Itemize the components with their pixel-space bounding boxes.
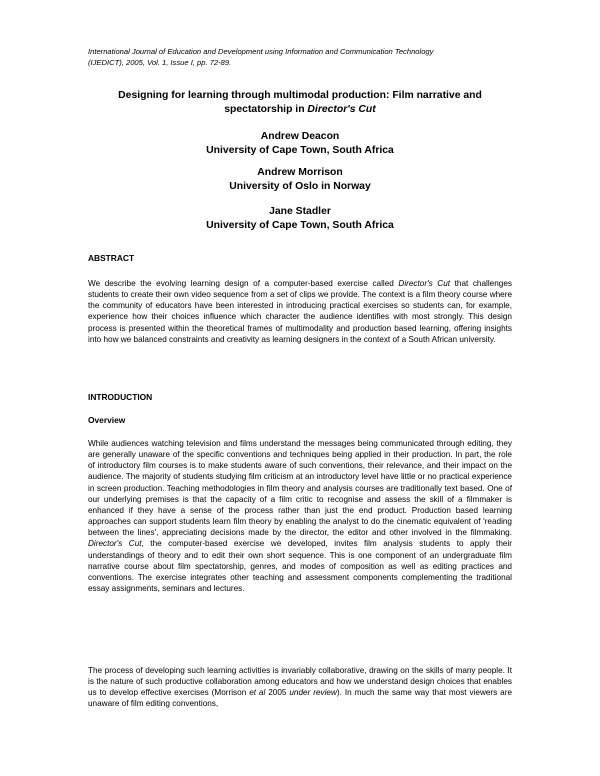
journal-details: (IJEDICT), 2005, Vol. 1, Issue I, pp. 72-89. — [88, 58, 232, 67]
overview-subheading: Overview — [88, 415, 126, 425]
author-affiliation: University of Cape Town, South Africa — [206, 145, 394, 156]
author-block-2 — [88, 166, 512, 194]
intro-p2-italic-2: under review — [289, 688, 337, 698]
abstract-paragraph — [88, 278, 512, 345]
author-affiliation: University of Oslo in Norway — [229, 181, 371, 192]
intro-p1-italic: Director's Cut — [88, 539, 142, 549]
abstract-text-2: that challenges students to create their own video sequence from a set of clips we provide. The context is a film theory course where the community of educators have been interested in introducing practical exercises so students can, for example, experience how their choices influence which character the audience identifies with most strongly. This design process is presented within the theoretical frames of multimodality and production based learning, offering insights into how we balanced constraints and creativity as learning designers in the context of a South African university. — [88, 279, 512, 344]
author-affiliation: University of Cape Town, South Africa — [206, 220, 394, 231]
introduction-heading: INTRODUCTION — [88, 392, 153, 402]
paper-title — [88, 89, 512, 117]
author-block-3 — [88, 205, 512, 233]
author-name: Andrew Morrison — [257, 167, 343, 178]
intro-paragraph-1 — [88, 438, 512, 594]
journal-name: International Journal of Education and Development using Information and Communication Technology — [88, 47, 434, 56]
intro-p1-text-2: , the computer-based exercise we developed, invites film analysis students to apply their understandings of theory and to edit their own short sequence. This is one component of an undergraduate film narrative course about film spectatorship, genres, and modes of composition as well as editing practices and conventions. The exercise integrates other teaching and assessment components complementing the traditional essay assignments, seminars and lectures. — [88, 539, 512, 594]
title-line-2-italic: Director's Cut — [307, 104, 376, 115]
author-name: Andrew Deacon — [260, 131, 340, 142]
intro-p2-text-2: 2005 — [265, 688, 290, 698]
journal-citation — [88, 46, 518, 68]
abstract-heading: ABSTRACT — [88, 253, 135, 263]
abstract-italic: Director's Cut — [398, 279, 451, 288]
abstract-text-1: We describe the evolving learning design of a computer-based exercise called — [88, 279, 399, 288]
intro-paragraph-2 — [88, 665, 512, 710]
intro-p2-text-3: ). In much the same way that most viewers are unaware of film editing conventions, — [88, 688, 512, 709]
intro-p2-text-1: The process of developing such learning activities is invariably collaborative, drawing on the skills of many people. It is the nature of such productive collaboration among educators and how we understand design choices that enables us to develop effective exercises (Morrison — [88, 666, 512, 698]
title-line-1: Designing for learning through multimodal production: Film narrative and — [118, 90, 482, 101]
intro-p2-italic-1: et al — [249, 688, 266, 698]
intro-p1-text-1: While audiences watching television and films understand the messages being communicated through editing, they are generally unaware of the specific conventions and techniques being applied in their production. In part, the role of introductory film courses is to make students aware of such conventions, their relevance, and their impact on the audience. The majority of students studying film criticism at an introductory level have little or no practical experience in screen production. Teaching methodologies in film theory and analysis courses are traditionally text based. One of our underlying premises is that the capacity of a film critic to recognise and assess the skill of a filmmaker is enhanced if they have a sense of the process rather than just the end product. Production based learning approaches can support students learn film theory by enabling the analyst to do the cinematic equivalent of 'reading between the lines', appreciating decisions made by the director, the editor and other involved in the filmmaking. — [88, 439, 512, 538]
title-line-2-prefix: spectatorship in — [224, 104, 308, 115]
author-block-1 — [88, 130, 512, 158]
author-name: Jane Stadler — [269, 206, 331, 217]
